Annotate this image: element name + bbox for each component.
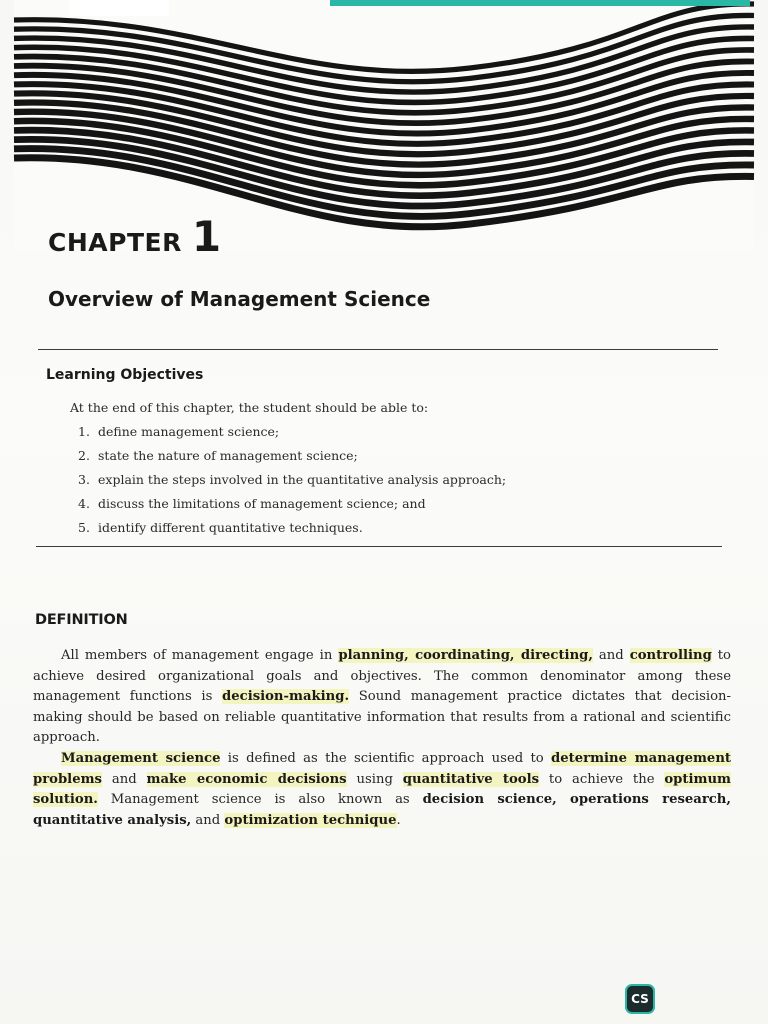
camscanner-logo-icon: CS — [625, 984, 655, 1014]
list-item: 1. define management science; — [78, 424, 280, 439]
keyword-highlight: quantitative tools — [402, 771, 540, 787]
keyword-highlight: controlling — [629, 648, 712, 663]
chapter-number: 1 — [191, 212, 222, 261]
definition-heading: DEFINITION — [35, 612, 128, 628]
keyword-highlight: planning, coordinating, directing, — [338, 648, 593, 663]
definition-paragraph-2: Management science is defined as the scientific approach used to determine management problems and make economic decisions using quantitative tools to achieve the optimum solution. Management science is also known as decision science, operations research, quantitative analysis, and optimization technique. — [33, 751, 732, 828]
list-item: 4. discuss the limitations of management science; and — [78, 496, 426, 511]
list-item: 3. explain the steps involved in the quantitative analysis approach; — [78, 472, 507, 487]
learning-objectives-list — [78, 420, 506, 540]
list-item: 5. identify different quantitative techniques. — [78, 520, 363, 535]
objectives-bottom-rule — [36, 546, 722, 547]
objectives-top-rule — [38, 349, 718, 350]
keyword-highlight: make economic decisions — [146, 771, 347, 787]
keyword-highlight: Management science — [61, 751, 221, 766]
keyword-highlight: decision-making. — [222, 689, 350, 704]
definition-paragraph-1: All members of management engage in planning, coordinating, directing, and controlling to achieve desired organizational goals and objectives. The common denominator among these management functions is decision-making. Sound management practice dictates that decision-making should be based on reliable quantitative information that results from a rational and scientific approach. — [33, 648, 732, 745]
chapter-word: CHAPTER — [48, 228, 182, 257]
list-item: 2. state the nature of management science; — [78, 448, 358, 463]
keyword-highlight: optimization technique — [224, 812, 397, 828]
chapter-label — [48, 212, 221, 261]
chapter-title: Overview of Management Science — [48, 287, 431, 311]
keyword-highlight: determine management problems — [33, 751, 731, 787]
keyword-bold: decision science, operations research, quantitative analysis, — [33, 792, 731, 828]
learning-objectives-intro: At the end of this chapter, the student should be able to: — [70, 400, 429, 415]
learning-objectives-heading: Learning Objectives — [46, 367, 204, 383]
keyword-highlight: optimum solution. — [33, 771, 732, 807]
